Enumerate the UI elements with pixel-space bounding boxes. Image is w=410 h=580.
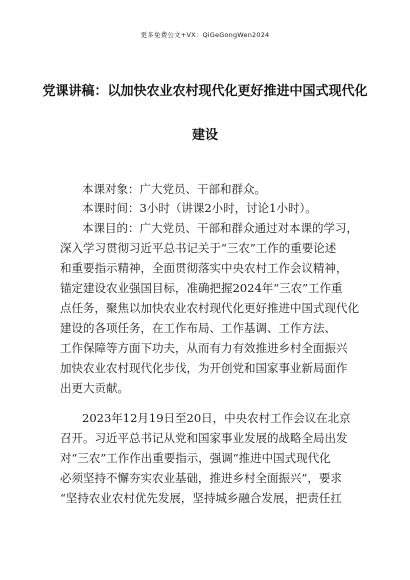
body-line: 锚定建设农业强国目标，准确把握2024年“三农”工作重 (60, 281, 343, 295)
body-line: 本课对象：广大党员、干部和群众。 (82, 182, 266, 196)
document-title-line2: 建设 (191, 128, 218, 143)
body-line: 对“三农”工作作出重要指示，强调“推进中国式现代化 (60, 451, 331, 465)
body-line: 工作保障等方面下功夫，从而有力有效推进乡村全面振兴 (60, 341, 348, 355)
body-line: 必须坚持不懈夯实农业基础，推进乡村全面振兴”，要求 (60, 471, 342, 485)
body-line: 2023年12月19日至20日，中央农村工作会议在北京 (82, 411, 351, 425)
body-line: “坚持农业农村优先发展，坚持城乡融合发展，把责任扛 (60, 491, 342, 505)
body-line: 建设的各项任务，在工作布局、工作基调、工作方法、 (60, 321, 336, 335)
body-line: 和重要指示精神，全面贯彻落实中央农村工作会议精神， (60, 261, 348, 275)
body-line: 出更大贡献。 (60, 381, 129, 395)
body-line: 本课时间：3小时（讲课2小时，讨论1小时）。 (82, 201, 317, 215)
page-header: 更多免费公文+VX：QiGeGongWen2024 (140, 31, 270, 39)
body-line: 召开。习近平总书记从党和国家事业发展的战略全局出发 (60, 431, 348, 445)
body-line: 加快农业农村现代化步伐，为开创党和国家事业新局面作 (60, 361, 348, 375)
body-line: 深入学习贯彻习近平总书记关于“三农”工作的重要论述 (60, 241, 337, 255)
body-line: 点任务，聚焦以加快农业农村现代化更好推进中国式现代化 (60, 301, 359, 315)
document-title-line1: 党课讲稿：以加快农业农村现代化更好推进中国式现代化 (42, 84, 368, 99)
body-line: 本课目的：广大党员、干部和群众通过对本课的学习， (82, 221, 358, 235)
